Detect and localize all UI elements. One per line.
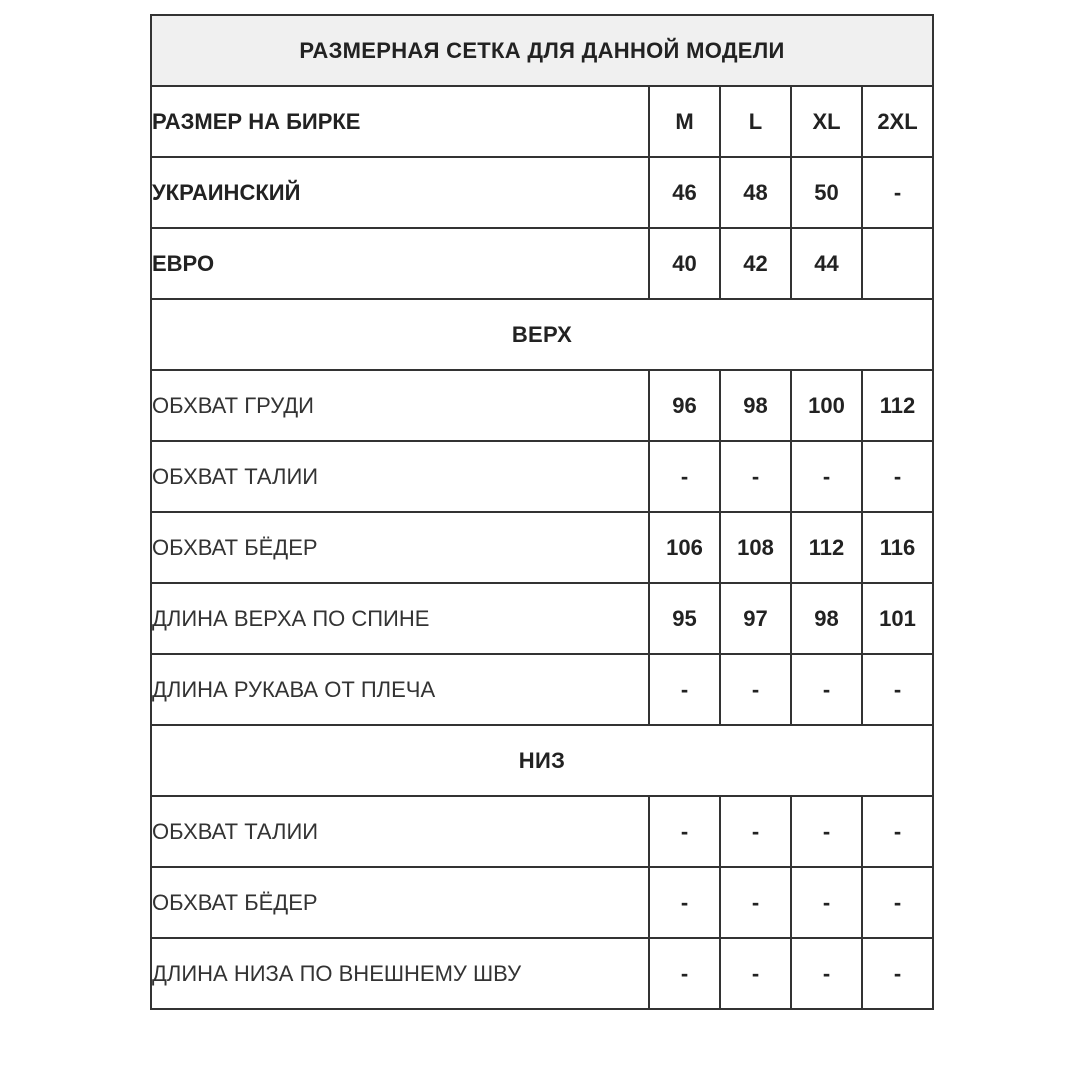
table-cell: - <box>649 867 720 938</box>
row-label: ОБХВАТ ТАЛИИ <box>151 796 649 867</box>
size-header-xl: XL <box>791 86 862 157</box>
table-cell: 101 <box>862 583 933 654</box>
table-cell: - <box>791 867 862 938</box>
table-cell: 116 <box>862 512 933 583</box>
table-cell: 112 <box>862 370 933 441</box>
table-cell: - <box>862 157 933 228</box>
table-row <box>151 654 933 725</box>
table-cell: - <box>791 441 862 512</box>
table-cell: 108 <box>720 512 791 583</box>
table-cell: - <box>720 867 791 938</box>
table-cell: 112 <box>791 512 862 583</box>
table-cell: 95 <box>649 583 720 654</box>
row-label: ДЛИНА РУКАВА ОТ ПЛЕЧА <box>151 654 649 725</box>
euro-size-row <box>151 228 933 299</box>
table-row <box>151 796 933 867</box>
empty-cell <box>862 228 933 299</box>
table-cell: 50 <box>791 157 862 228</box>
table-cell: 106 <box>649 512 720 583</box>
table-cell: 98 <box>720 370 791 441</box>
row-label: ДЛИНА НИЗА ПО ВНЕШНЕМУ ШВУ <box>151 938 649 1009</box>
table-row <box>151 867 933 938</box>
table-cell: 48 <box>720 157 791 228</box>
table-cell: - <box>862 796 933 867</box>
table-row <box>151 583 933 654</box>
size-header-2xl: 2XL <box>862 86 933 157</box>
table-cell: - <box>649 441 720 512</box>
table-cell: - <box>720 938 791 1009</box>
table-cell: - <box>791 938 862 1009</box>
table-cell: - <box>791 796 862 867</box>
table-cell: - <box>649 796 720 867</box>
table-row <box>151 441 933 512</box>
row-label: ОБХВАТ ГРУДИ <box>151 370 649 441</box>
section-heading-top: ВЕРХ <box>151 299 933 370</box>
table-cell: 96 <box>649 370 720 441</box>
table-cell: 44 <box>791 228 862 299</box>
table-cell: - <box>791 654 862 725</box>
size-header-m: M <box>649 86 720 157</box>
size-table <box>150 14 934 1010</box>
table-cell: - <box>649 938 720 1009</box>
table-cell: 40 <box>649 228 720 299</box>
table-cell: 42 <box>720 228 791 299</box>
table-row <box>151 370 933 441</box>
table-row <box>151 938 933 1009</box>
table-cell: - <box>862 867 933 938</box>
table-cell: 98 <box>791 583 862 654</box>
ukr-size-label: УКРАИНСКИЙ <box>151 157 649 228</box>
table-row <box>151 512 933 583</box>
row-label: ОБХВАТ БЁДЕР <box>151 512 649 583</box>
top-section-row <box>151 299 933 370</box>
table-cell: 97 <box>720 583 791 654</box>
table-cell: - <box>862 654 933 725</box>
table-cell: - <box>720 796 791 867</box>
table-cell: - <box>720 441 791 512</box>
euro-size-label: ЕВРО <box>151 228 649 299</box>
table-cell: - <box>720 654 791 725</box>
tag-size-row <box>151 86 933 157</box>
title-row <box>151 15 933 86</box>
size-header-l: L <box>720 86 791 157</box>
size-chart <box>150 14 932 1060</box>
table-cell: - <box>862 441 933 512</box>
table-cell: 100 <box>791 370 862 441</box>
row-label: ОБХВАТ ТАЛИИ <box>151 441 649 512</box>
row-label: ДЛИНА ВЕРХА ПО СПИНЕ <box>151 583 649 654</box>
table-cell: - <box>862 938 933 1009</box>
section-heading-bottom: НИЗ <box>151 725 933 796</box>
table-cell: 46 <box>649 157 720 228</box>
bottom-section-row <box>151 725 933 796</box>
table-cell: - <box>649 654 720 725</box>
table-title: РАЗМЕРНАЯ СЕТКА ДЛЯ ДАННОЙ МОДЕЛИ <box>151 15 933 86</box>
ukr-size-row <box>151 157 933 228</box>
tag-size-label: РАЗМЕР НА БИРКЕ <box>151 86 649 157</box>
row-label: ОБХВАТ БЁДЕР <box>151 867 649 938</box>
